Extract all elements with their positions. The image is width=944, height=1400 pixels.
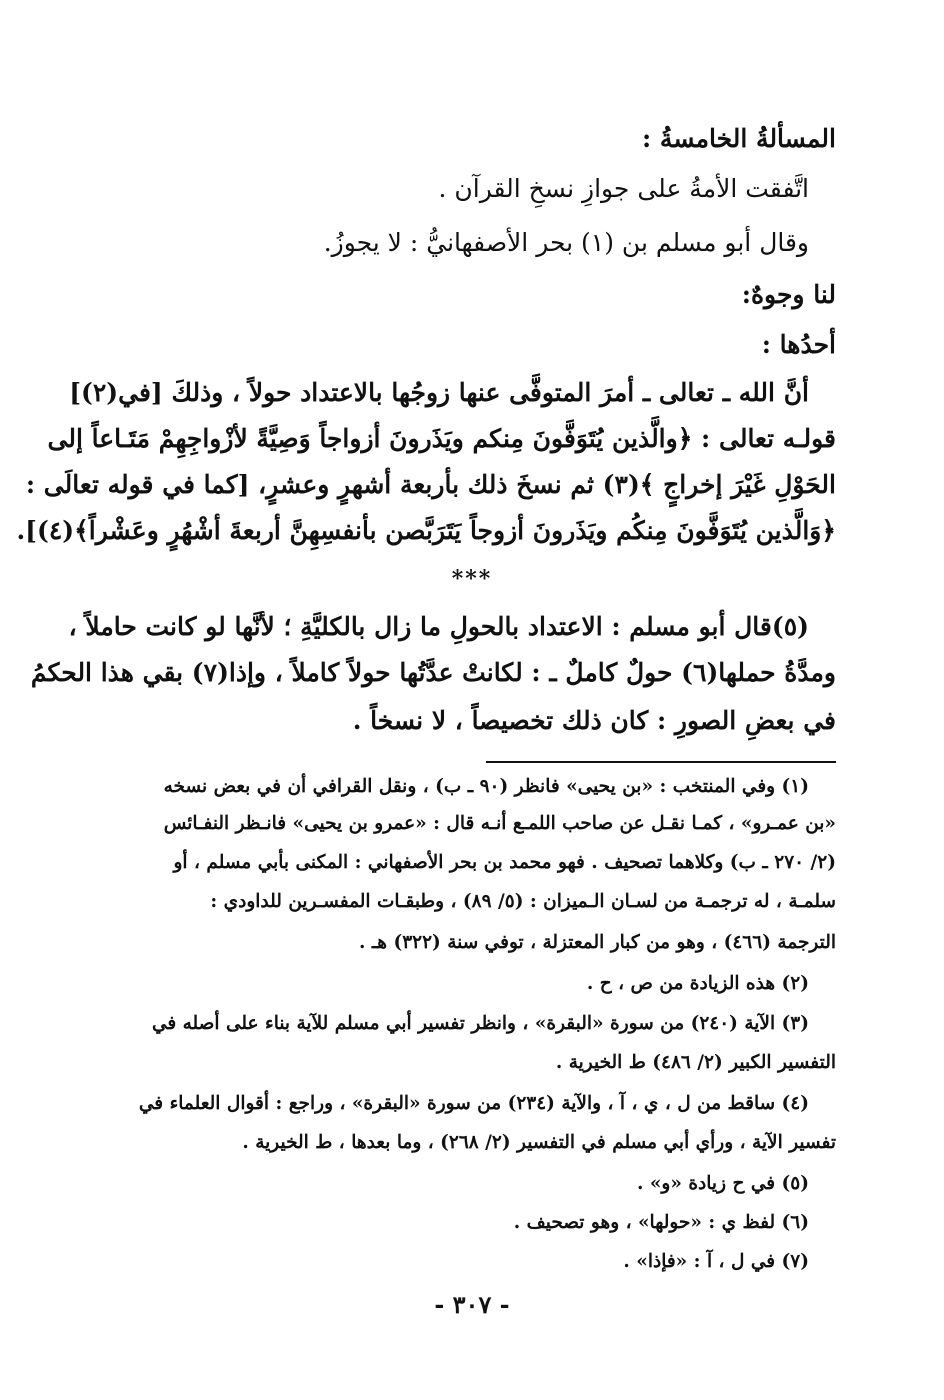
- footnote-6: (٦) لفظ ي : «حولها» ، وهو تصحيف .: [513, 1212, 809, 1233]
- footnote-4-line-1: (٤) ساقط من ل ، ي ، آ ، والآية (٢٣٤) من سورة «البقرة» ، وراجع : أقوال العلماء في: [138, 1093, 809, 1114]
- footnote-2: (٢) هذه الزيادة من ص ، ح .: [586, 973, 809, 994]
- first-reason-line-3: الحَوْلِ غَيْرَ إخراجٍ ﴾(٣) ثم نسخَ ذلك بأربعة أشهرٍ وعشرٍ، [كما في قوله تعالَى :: [25, 470, 836, 499]
- footnote-1-line-2: «بن عمـرو» ، كمـا نقـل عن صاحب اللمـع أنـه قال : «عمرو بن يحيى» فانـظر النفـائس: [163, 813, 836, 834]
- section-separator-stars: ***: [451, 566, 493, 592]
- first-reason-line-1: أنَّ الله ـ تعالى ـ أمرَ المتوفَّى عنها زوجُها بالاعتداد حولاً ، وذلكَ [في(٢)]: [69, 378, 809, 407]
- second-line-3: في بعضِ الصورِ : كان ذلك تخصيصاً ، لا نسخاً .: [352, 706, 836, 735]
- footnote-3-line-2: التفسير الكبير (٢/ ٤٨٦) ط الخيرية .: [555, 1052, 836, 1073]
- footnote-separator: [486, 761, 836, 763]
- second-line-2: ومدَّةُ حملها(٦) حولٌ كاملٌ ـ : لكانتْ عدَّتُها حولاً كاملاً ، وإذا(٧) بقي هذا الحكمُ: [30, 658, 836, 687]
- footnote-1-line-3: (٢/ ٢٧٠ ـ ب) وكلاهما تصحيف . فهو محمد بن بحر الأصفهاني : المكنى بأبي مسلم ، أو: [173, 852, 836, 873]
- footnote-1-line-1: (١) وفي المنتخب : «بن يحيى» فانظر (٩٠ ـ ب) ، ونقل القرافي أن في بعض نسخه: [163, 776, 809, 797]
- intro-line-2: وقال أبو مسلم بن (١) بحر الأصفهانيُّ : لا يجوزُ.: [323, 228, 809, 257]
- footnote-4-line-2: تفسير الآية ، ورأي أبي مسلم في التفسير (٢/ ٢٦٨) ، وما بعدها ، ط الخيرية .: [242, 1132, 836, 1153]
- first-reason-label: أحدُها :: [761, 330, 836, 359]
- subheading: لنا وجوهٌ:: [741, 280, 836, 309]
- first-reason-line-4: ﴿وَالَّذين يُتَوَفَّونَ مِنكُم ويَذَرونَ أزوجاً يَتَرَبَّصن بأنفسِهِنَّ أربعةَ أشْهُرٍ وعَشْراً﴾(٤)].: [16, 516, 836, 545]
- intro-line-1: اتَّفقت الأمةُ على جوازِ نسخِ القرآن .: [438, 174, 809, 203]
- page-number: - ٣٠٧ -: [434, 1290, 510, 1319]
- footnote-7: (٧) في ل ، آ : «فإذا» .: [623, 1251, 809, 1272]
- footnote-5: (٥) في ح زيادة «و» .: [636, 1173, 809, 1194]
- section-heading: المسألةُ الخامسةُ :: [641, 124, 836, 153]
- footnote-3-line-1: (٣) الآية (٢٤٠) من سورة «البقرة» ، وانظر تفسير أبي مسلم للآية بناء على أصله في: [151, 1013, 809, 1034]
- second-line-1: (٥)قال أبو مسلم : الاعتداد بالحولِ ما زال بالكليَّةِ ؛ لأنَّها لو كانت حاملاً ،: [68, 612, 809, 641]
- footnote-1-line-4: سلمـة ، له ترجمـة من لسـان الـميزان : (٥/ ٨٩) ، وطبقـات المفسـرين للداودي :: [210, 891, 836, 912]
- first-reason-line-2: قولـه تعالى : ﴿والَّذين يُتَوَفَّونَ مِنكم ويَذَرونَ أزواجاً وَصِيَّةً لأزْواجِهِمْ مَتَـاعاً إلى: [47, 424, 836, 453]
- footnote-1-line-5: الترجمة (٤٦٦) ، وهو من كبار المعتزلة ، توفي سنة (٣٢٢) هـ .: [358, 932, 836, 953]
